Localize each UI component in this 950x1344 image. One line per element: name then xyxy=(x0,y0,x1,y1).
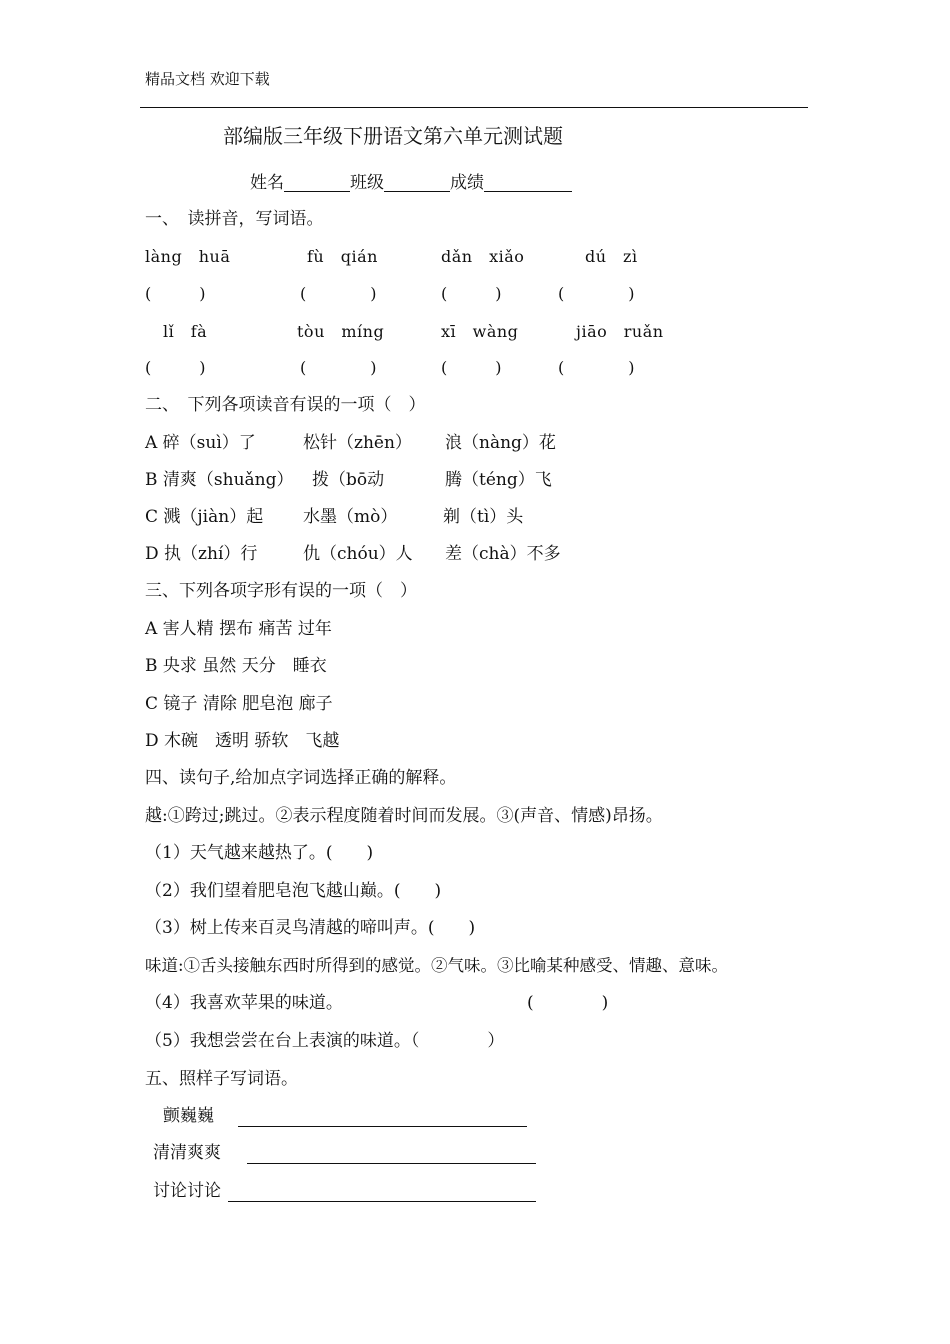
pinyin-1: làng huā xyxy=(145,247,231,266)
s2-option-b-2: 拨（bō动 xyxy=(312,470,385,490)
s3-option-b: B 央求 虽然 天分 睡衣 xyxy=(145,656,327,676)
answer-box-6[interactable]: ( ) xyxy=(300,358,377,377)
name-label: 姓名 xyxy=(250,173,284,193)
class-blank[interactable] xyxy=(384,173,450,192)
page-title: 部编版三年级下册语文第六单元测试题 xyxy=(223,124,563,148)
example-word-1: 颤巍巍 xyxy=(163,1106,214,1126)
page-header: 精品文档 欢迎下载 xyxy=(145,70,270,88)
section-1-title: 一、 读拼音，写词语。 xyxy=(145,209,324,229)
student-info-row xyxy=(250,173,572,192)
pinyin-3: dǎn xiǎo xyxy=(441,247,525,266)
s3-option-d: D 木碗 透明 骄软 飞越 xyxy=(145,731,340,751)
answer-box-3[interactable]: ( ) xyxy=(441,284,502,303)
question-4: （4）我喜欢苹果的味道。 xyxy=(145,993,343,1013)
class-label: 班级 xyxy=(350,173,384,193)
name-blank[interactable] xyxy=(284,173,350,192)
answer-line-2[interactable] xyxy=(247,1163,536,1164)
definition-yue: 越:①跨过;跳过。②表示程度随着时间而发展。③(声音、情感)昂扬。 xyxy=(145,806,663,826)
answer-box-2[interactable]: ( ) xyxy=(300,284,377,303)
answer-box-5[interactable]: ( ) xyxy=(145,358,206,377)
question-4-answer[interactable]: ( ) xyxy=(527,993,609,1013)
answer-line-1[interactable] xyxy=(238,1126,527,1127)
header-divider xyxy=(140,107,808,108)
example-word-3: 讨论讨论 xyxy=(153,1181,221,1201)
pinyin-7: xī wàng xyxy=(441,322,519,341)
pinyin-6: tòu míng xyxy=(297,322,385,341)
s3-option-a: A 害人精 摆布 痛苦 过年 xyxy=(145,619,332,639)
question-2: （2）我们望着肥皂泡飞越山巅。( ) xyxy=(145,881,442,901)
s2-option-c-1: C 溅（jiàn）起 xyxy=(145,507,264,527)
pinyin-2: fù qián xyxy=(307,247,378,266)
answer-box-4[interactable]: ( ) xyxy=(558,284,635,303)
answer-box-8[interactable]: ( ) xyxy=(558,358,635,377)
section-5-title: 五、照样子写词语。 xyxy=(145,1069,298,1089)
s2-option-b-1: B 清爽（shuǎng） xyxy=(145,470,294,490)
s2-option-c-2: 水墨（mò） xyxy=(303,507,398,527)
answer-line-3[interactable] xyxy=(228,1201,536,1202)
answer-box-7[interactable]: ( ) xyxy=(441,358,502,377)
section-3-title: 三、下列各项字形有误的一项（ ） xyxy=(145,581,417,601)
s2-option-a-1: A 碎（suì）了 xyxy=(145,433,256,453)
question-5: （5）我想尝尝在台上表演的味道。（ ） xyxy=(145,1031,505,1051)
answer-box-1[interactable]: ( ) xyxy=(145,284,206,303)
s2-option-d-1: D 执（zhí）行 xyxy=(145,544,258,564)
section-2-title: 二、 下列各项读音有误的一项（ ） xyxy=(145,395,426,415)
pinyin-8: jiāo ruǎn xyxy=(576,322,664,341)
s3-option-c: C 镜子 清除 肥皂泡 廊子 xyxy=(145,694,333,714)
question-3: （3）树上传来百灵鸟清越的啼叫声。( ) xyxy=(145,918,476,938)
definition-weidao: 味道:①舌头接触东西时所得到的感觉。②气味。③比喻某种感受、情趣、意味。 xyxy=(145,956,729,975)
pinyin-5: lǐ fà xyxy=(163,322,208,341)
score-blank[interactable] xyxy=(484,173,572,192)
section-4-title: 四、读句子,给加点字词选择正确的解释。 xyxy=(145,768,457,788)
s2-option-d-3: 差（chà）不多 xyxy=(445,544,561,564)
s2-option-c-3: 剃（tì）头 xyxy=(443,507,524,527)
s2-option-d-2: 仇（chóu）人 xyxy=(303,544,413,564)
s2-option-b-3: 腾（téng）飞 xyxy=(445,470,552,490)
s2-option-a-3: 浪（nàng）花 xyxy=(445,433,556,453)
s2-option-a-2: 松针（zhēn） xyxy=(303,433,412,453)
question-1: （1）天气越来越热了。( ) xyxy=(145,843,374,863)
example-word-2: 清清爽爽 xyxy=(153,1143,221,1163)
score-label: 成绩 xyxy=(450,173,484,193)
pinyin-4: dú zì xyxy=(585,247,638,266)
